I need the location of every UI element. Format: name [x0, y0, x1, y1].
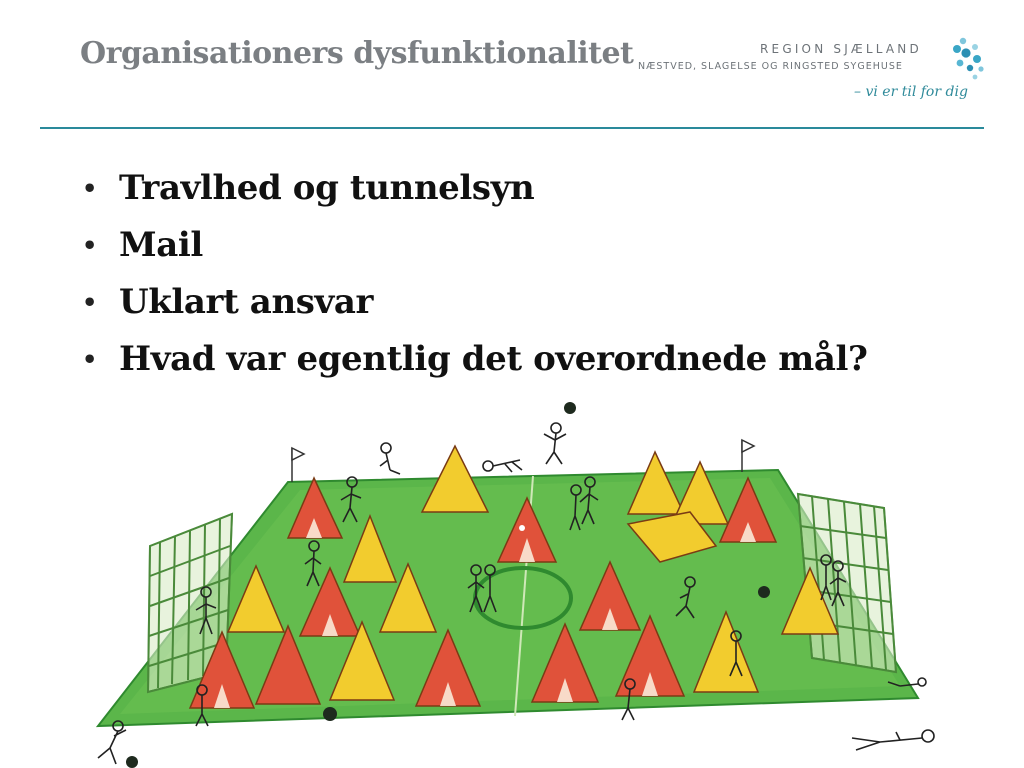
bullet-list [80, 160, 868, 388]
bullet-item: • Mail [80, 217, 868, 274]
bullet-item: • Hvad var egentlig det overordnede mål? [80, 331, 868, 388]
logo-tagline: – vi er til for dig [854, 84, 968, 100]
bullet-item: • Travlhed og tunnelsyn [80, 160, 868, 217]
football-field-tents-illustration [0, 386, 1024, 768]
logo-dots-icon [950, 36, 986, 82]
slide-title: Organisationers dysfunktionalitet [80, 36, 634, 71]
title-divider [40, 127, 984, 129]
region-sjaelland-logo [632, 34, 992, 114]
bullet-item: • Uklart ansvar [80, 274, 868, 331]
logo-hospitals: NÆSTVED, SLAGELSE OG RINGSTED SYGEHUSE [638, 61, 903, 72]
logo-region-name: REGION SJÆLLAND [760, 42, 922, 56]
